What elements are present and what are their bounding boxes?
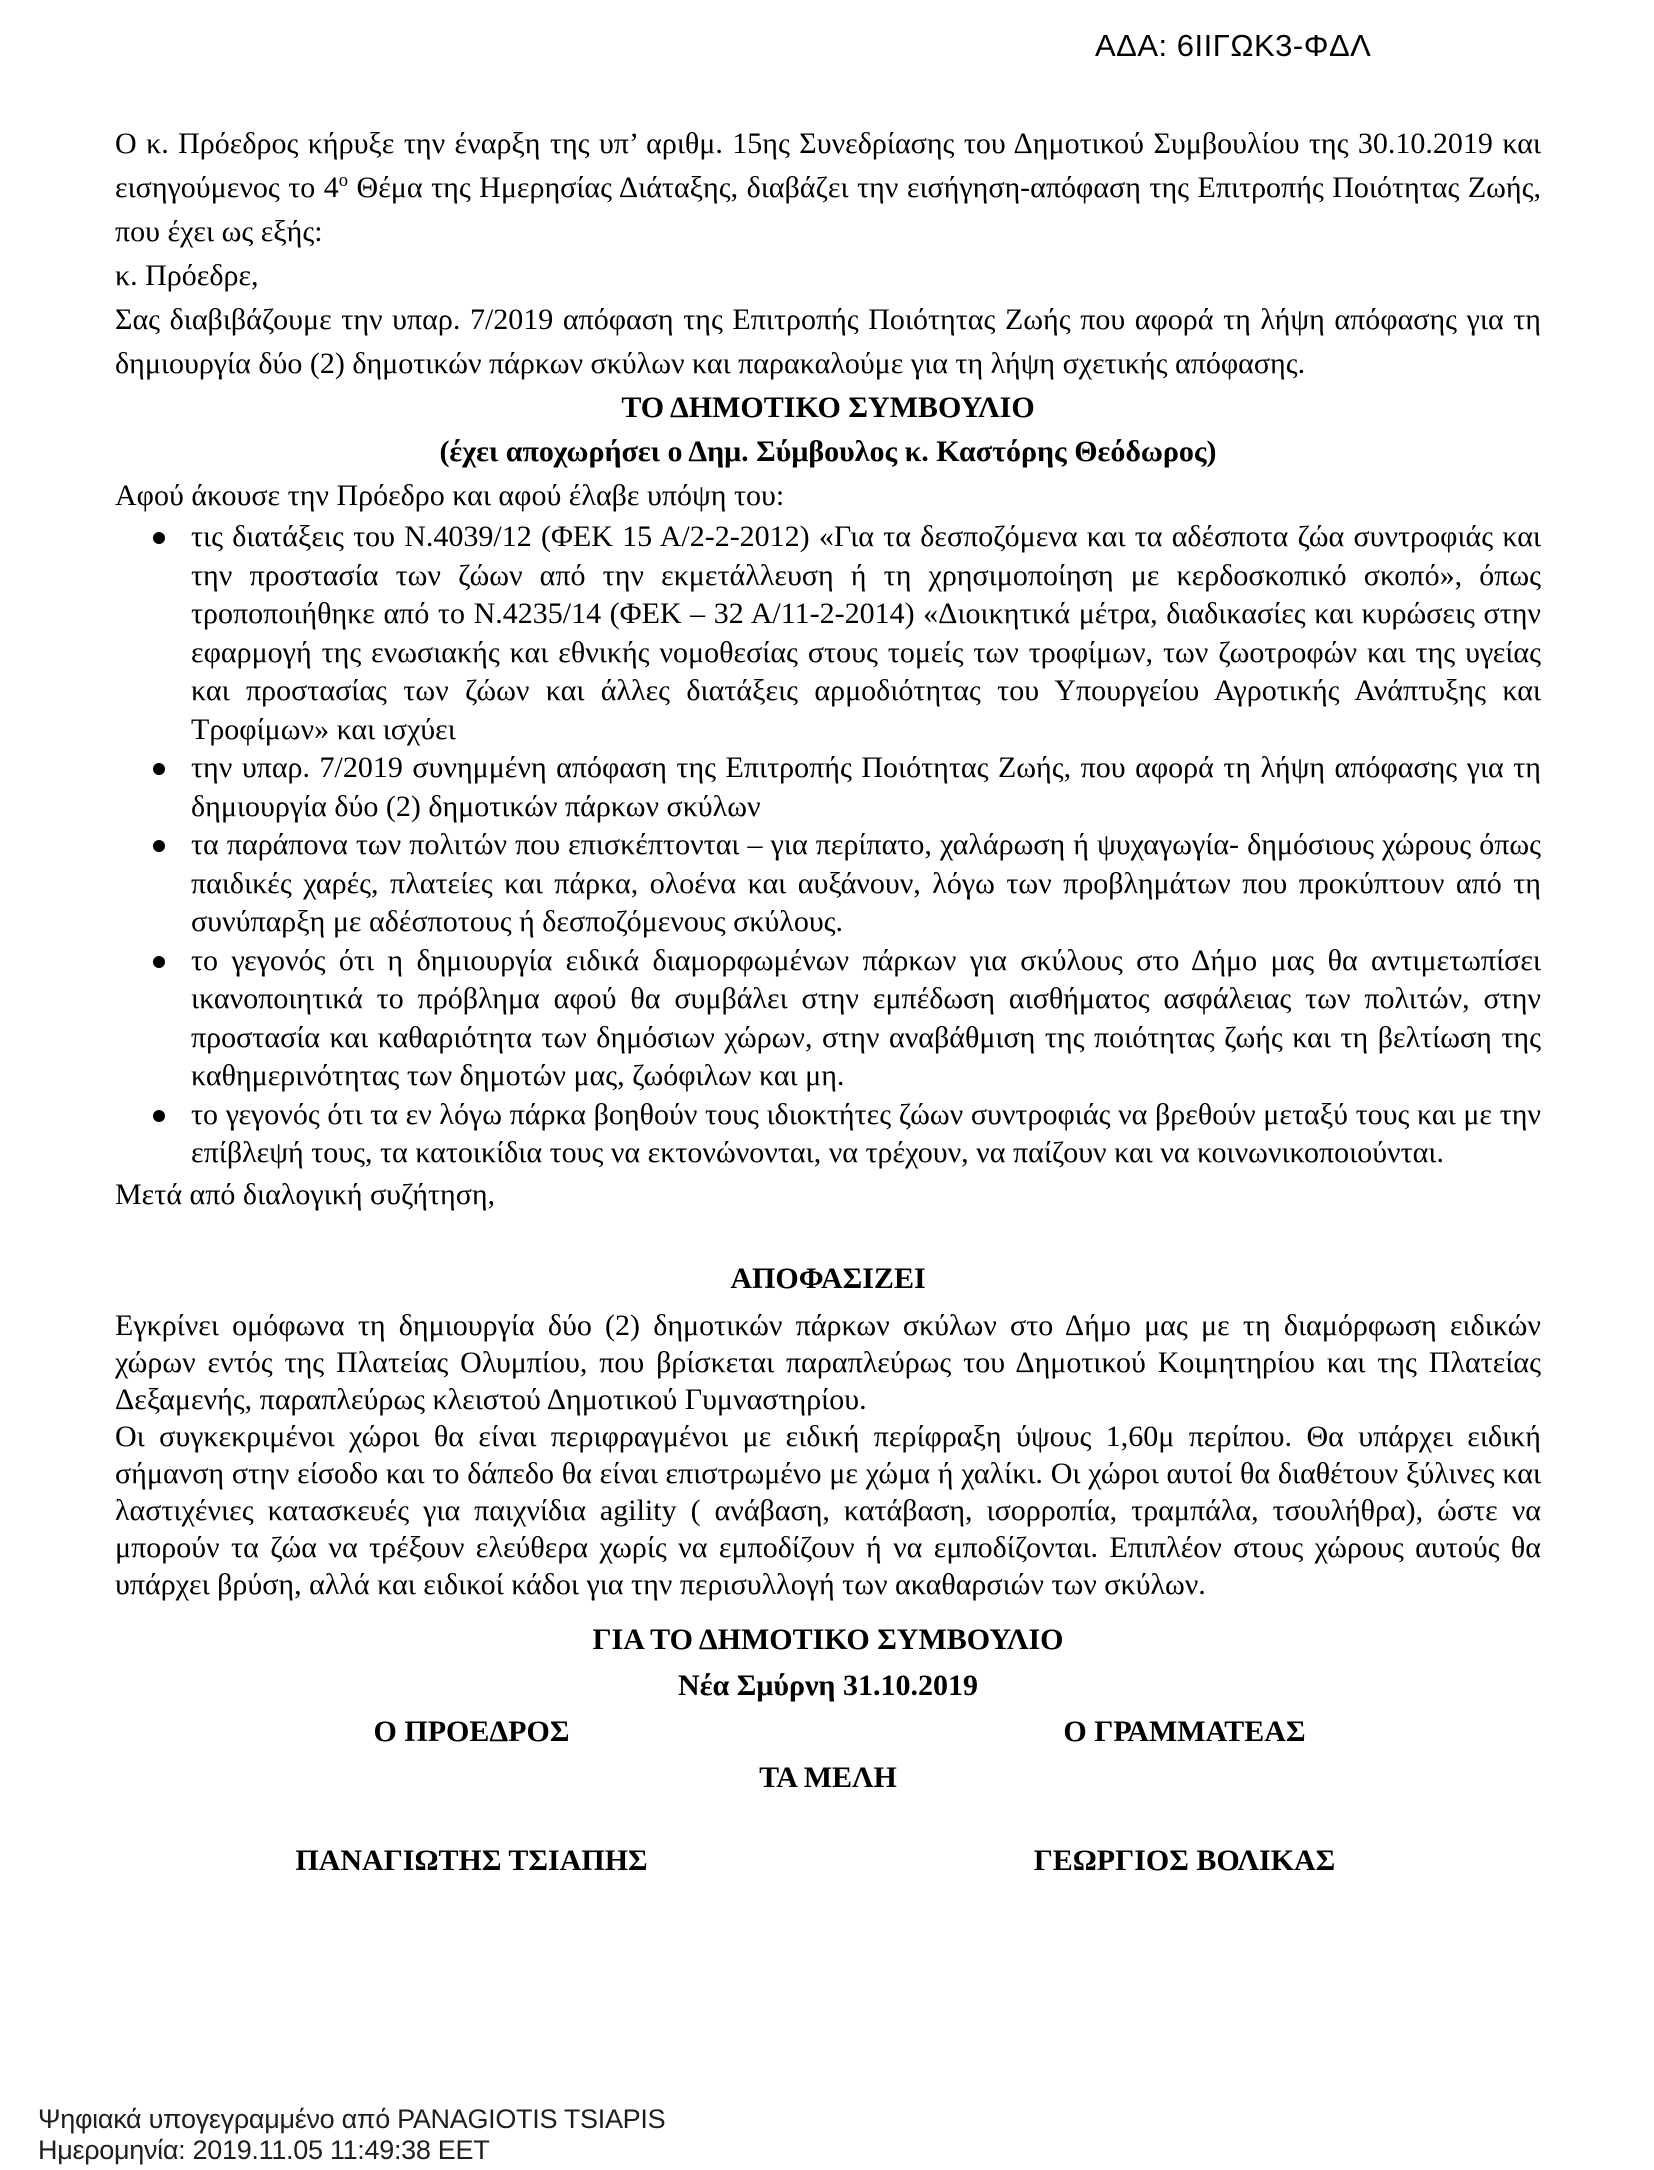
- decision-paragraph-2: Οι συγκεκριμένοι χώροι θα είναι περιφραγμένοι με ειδική περίφραξη ύψους 1,60μ περίπου. Θα υπάρχει ειδική σήμανση στην είσοδο και το δάπεδο θα είναι επιστρωμένο με χώμα ή χαλίκι. Οι χώροι αυτοί θα διαθέτουν ξύλινες και λαστιχένιες κατασκευές για παιχνίδια agility ( ανάβαση, κατάβαση, ισορροπία, τραμπάλα, τσουλήθρα), ώστε να μπορούν τα ζώα να τρέξουν ελεύθερα χωρίς να εμποδίζουν ή να εμποδίζονται. Επιπλέον στους χώρους αυτούς θα υπάρχει βρύση, αλλά και ειδικοί κάδοι για την περισυλλογή των ακαθαρσιών των σκύλων.: [115, 1419, 1541, 1601]
- closing-line: Μετά από διαλογική συζήτηση,: [115, 1177, 496, 1211]
- list-item: το γεγονός ότι η δημιουργία ειδικά διαμορφωμένων πάρκων για σκύλους στο Δήμο μας θα αντιμετωπίσει ικανοποιητικά το πρόβλημα αφού θα συμβάλει στην εμπέδωση αισθήματος ασφάλειας των πολιτών, στην προστασία και καθαριότητα των δημόσιων χώρων, στην αναβάθμιση της ποιότητας ζωής και τη βελτίωση της καθημερινότητας των δημοτών μας, ζωόφιλων και μη.: [115, 942, 1541, 1096]
- intro-paragraph: [115, 122, 1541, 254]
- digital-signature-line1: Ψηφιακά υπογεγραμμένο από PANAGIOTIS TSIAPIS: [38, 2104, 666, 2134]
- preamble-line: Αφού άκουσε την Πρόεδρο και αφού έλαβε υπόψη του:: [115, 479, 785, 512]
- secretary-name: ΓΕΩΡΓΙΟΣ ΒΟΛΙΚΑΣ: [1033, 1843, 1336, 1877]
- list-item: τα παράπονα των πολιτών που επισκέπτονται – για περίπατο, χαλάρωση ή ψυχαγωγία- δημόσιους χώρους όπως παιδικές χαρές, πλατείες και πάρκα, ολοένα και αυξάνουν, λόγω των προβλημάτων που προκύπτουν από τη συνύπαρξη με αδέσποτους ή δεσποζόμενους σκύλους.: [115, 826, 1541, 942]
- president-name: ΠΑΝΑΓΙΩΤΗΣ ΤΣΙΑΠΗΣ: [295, 1843, 648, 1877]
- signature-names-row: [115, 1838, 1541, 1884]
- decision-paragraph-1: Εγκρίνει ομόφωνα τη δημιουργία δύο (2) δημοτικών πάρκων σκύλων στο Δήμο μας με τη διαμόρφωση ειδικών χώρων εντός της Πλατείας Ολυμπίου, που βρίσκεται παραπλεύρως του Δημοτικού Κοιμητηρίου και της Πλατείας Δεξαμενής, παραπλεύρως κλειστού Δημοτικού Γυμναστηρίου.: [115, 1308, 1541, 1416]
- list-item: τις διατάξεις του Ν.4039/12 (ΦΕΚ 15 Α/2-2-2012) «Για τα δεσποζόμενα και τα αδέσποτα ζώα συντροφιάς και την προστασία των ζώων από την εκμετάλλευση ή τη χρησιμοποίηση με κερδοσκοπικό σκοπό», όπως τροποποιήθηκε από το Ν.4235/14 (ΦΕΚ – 32 Α/11-2-2014) «Διοικητικά μέτρα, διαδικασίες και κυρώσεις στην εφαρμογή της ενωσιακής και εθνικής νομοθεσίας στους τομείς των τροφίμων, των ζωοτροφών και της υγείας και προστασίας των ζώων και άλλες διατάξεις αρμοδιότητας του Υπουργείου Αγροτικής Ανάπτυξης και Τροφίμων» και ισχύει: [115, 518, 1541, 749]
- ada-code: ΑΔΑ: 6ΙΙΓΩΚ3-ΦΔΛ: [1095, 28, 1372, 63]
- secretary-title: Ο ΓΡΑΜΜΑΤΕΑΣ: [1063, 1714, 1306, 1748]
- document-body: [115, 122, 1541, 1884]
- list-item: το γεγονός ότι τα εν λόγω πάρκα βοηθούν τους ιδιοκτήτες ζώων συντροφιάς να βρεθούν μεταξύ τους και με την επίβλεψή τους, τα κατοικίδια τους να εκτονώνονται, να τρέχουν, να παίζουν και να κοινωνικοποιούνται.: [115, 1096, 1541, 1173]
- intro-paragraph-text-before-sup: Ο κ. Πρόεδρος κήρυξε την έναρξη της υπ’ αριθμ. 15ης Συνεδρίασης του Δημοτικού Συμβουλίου της 30.10.2019 και εισηγούμενος το 4: [115, 127, 1541, 204]
- ordinal-superscript: ο: [338, 170, 349, 191]
- council-heading: ΤΟ ΔΗΜΟΤΙΚΟ ΣΥΜΒΟΥΛΙΟ: [621, 391, 1035, 424]
- digital-signature-stamp: [38, 2104, 665, 2166]
- for-council-heading: ΓΙΑ ΤΟ ΔΗΜΟΤΙΚΟ ΣΥΜΒΟΥΛΙΟ: [592, 1622, 1064, 1656]
- signature-titles-row: [115, 1709, 1541, 1755]
- considerations-list: [115, 518, 1541, 1173]
- salutation: κ. Πρόεδρε,: [115, 259, 259, 292]
- members-heading: ΤΑ ΜΕΛΗ: [759, 1760, 897, 1794]
- intro-paragraph-text-after-sup: Θέμα της Ημερησίας Διάταξης, διαβάζει την εισήγηση-απόφαση της Επιτροπής Ποιότητας Ζωής, που έχει ως εξής:: [115, 171, 1541, 248]
- signature-block: [115, 1617, 1541, 1884]
- list-item: την υπαρ. 7/2019 συνημμένη απόφαση της Επιτροπής Ποιότητας Ζωής, που αφορά τη λήψη απόφασης για τη δημιουργία δύο (2) δημοτικών πάρκων σκύλων: [115, 749, 1541, 826]
- transmittal-paragraph: Σας διαβιβάζουμε την υπαρ. 7/2019 απόφαση της Επιτροπής Ποιότητας Ζωής που αφορά τη λήψη απόφασης για τη δημιουργία δύο (2) δημοτικών πάρκων σκύλων και παρακαλούμε για τη λήψη σχετικής απόφασης.: [115, 303, 1541, 380]
- council-subheading: (έχει αποχωρήσει ο Δημ. Σύμβουλος κ. Καστόρης Θεόδωρος): [439, 435, 1217, 468]
- president-title: Ο ΠΡΟΕΔΡΟΣ: [373, 1714, 570, 1748]
- digital-signature-line2: Ημερομηνία: 2019.11.05 11:49:38 EET: [38, 2135, 490, 2165]
- decision-heading: ΑΠΟΦΑΣΙΖΕΙ: [730, 1261, 926, 1295]
- place-date-line: Νέα Σμύρνη 31.10.2019: [678, 1668, 978, 1702]
